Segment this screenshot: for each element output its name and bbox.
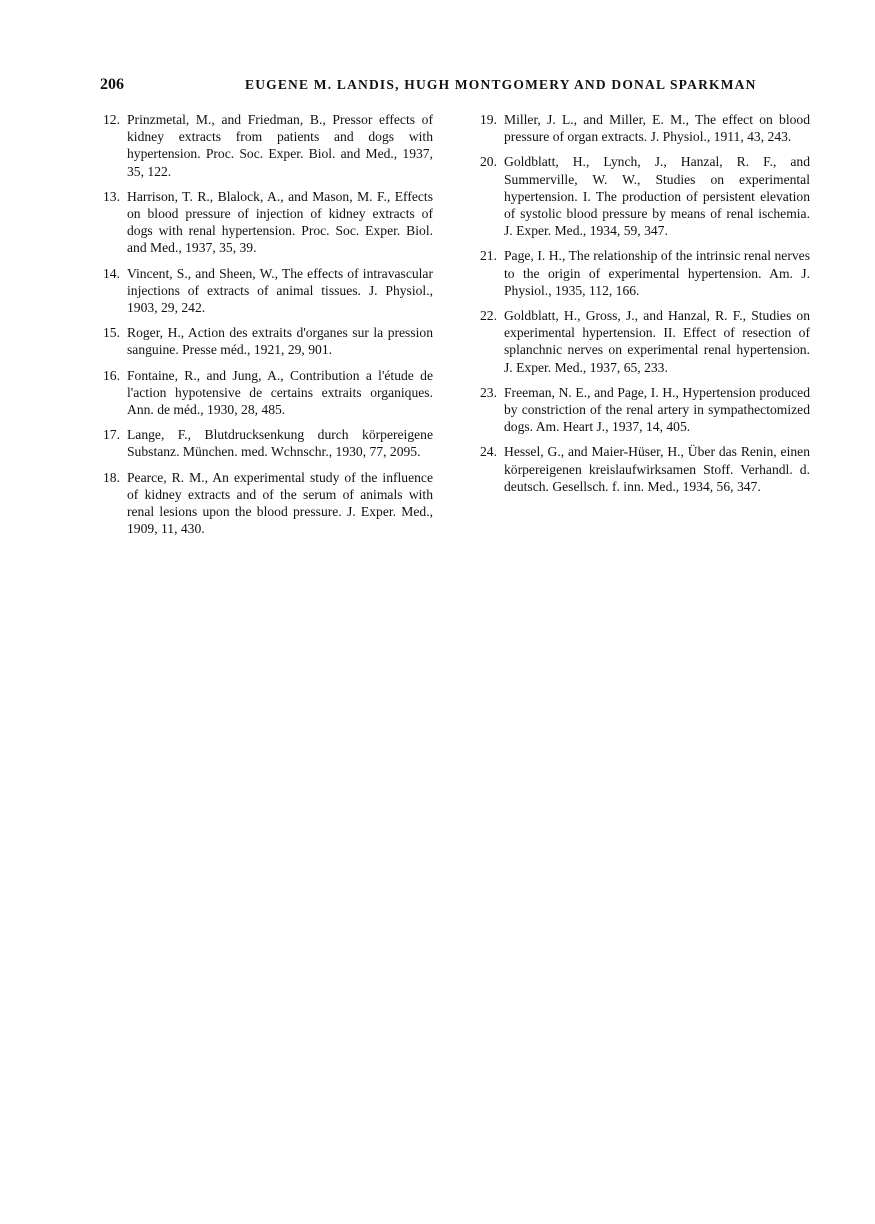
reference-number: 13. (103, 188, 120, 204)
reference-text: Lange, F., Blutdrucksenkung durch körpereigene Substanz. München. med. Wchnschr., 1930, 77, 2095. (127, 427, 433, 460)
reference-item (103, 188, 433, 257)
reference-item (480, 153, 810, 239)
reference-item (103, 111, 433, 180)
reference-number: 23. (480, 384, 497, 400)
reference-item (480, 247, 810, 299)
reference-text: Hessel, G., and Maier-Hüser, H., Über das Renin, einen körpereigenen kreislaufwirksamen Stoff. Verhandl. d. deutsch. Gesellsch. f. inn. Med., 1934, 56, 347. (504, 444, 810, 494)
reference-item (103, 265, 433, 317)
reference-item (480, 307, 810, 376)
reference-number: 22. (480, 308, 497, 324)
reference-item (103, 367, 433, 419)
reference-text: Fontaine, R., and Jung, A., Contribution a l'étude de l'action hypotensive de certains extraits organiques. Ann. de méd., 1930, 28, 485. (127, 367, 433, 418)
references-right-column (480, 111, 810, 503)
reference-number: 21. (480, 248, 497, 264)
reference-number: 24. (480, 444, 497, 460)
reference-text: Vincent, S., and Sheen, W., The effects of intravascular injections of extracts of animal tissues. J. Physiol., 1903, 29, 242. (127, 265, 433, 316)
reference-text: Goldblatt, H., Lynch, J., Hanzal, R. F., and Summerville, W. W., Studies on experimental hypertension. I. The production of persistent elevation of systolic blood pressure by means of renal ischemia. J. Exper. Med., 1934, 59, 347. (504, 154, 810, 239)
reference-number: 12. (103, 112, 120, 127)
reference-text: Pearce, R. M., An experimental study of the influence of kidney extracts and of the serum of animals with renal lesions upon the blood pressure. J. Exper. Med., 1909, 11, 430. (127, 469, 433, 537)
reference-text: Goldblatt, H., Gross, J., and Hanzal, R. F., Studies on experimental hypertension. II. Effect of resection of splanchnic nerves on experimental renal hypertension. J. Exper. Med., 1937, 65, 233. (504, 308, 810, 375)
reference-text: Prinzmetal, M., and Friedman, B., Pressor effects of kidney extracts from patients and dogs with hypertension. Proc. Soc. Exper. Biol. and Med., 1937, 35, 122. (127, 112, 433, 179)
reference-text: Roger, H., Action des extraits d'organes sur la pression sanguine. Presse méd., 1921, 29, 901. (127, 325, 433, 358)
reference-item (480, 111, 810, 145)
reference-number: 17. (103, 427, 120, 443)
reference-number: 18. (103, 469, 120, 485)
references-left-column (103, 111, 433, 545)
reference-text: Miller, J. L., and Miller, E. M., The effect on blood pressure of organ extracts. J. Physiol., 1911, 43, 243. (504, 112, 810, 145)
reference-item (480, 443, 810, 495)
reference-number: 15. (103, 325, 120, 341)
reference-item (103, 324, 433, 358)
reference-text: Harrison, T. R., Blalock, A., and Mason, M. F., Effects on blood pressure of injection of kidney extracts of dogs with renal hypertension. Proc. Soc. Exper. Biol. and Med., 1937, 35, 39. (127, 188, 433, 256)
reference-number: 14. (103, 265, 120, 281)
reference-text: Page, I. H., The relationship of the intrinsic renal nerves to the origin of experimental hypertension. Am. J. Physiol., 1935, 112, 166. (504, 248, 810, 298)
reference-item (103, 426, 433, 460)
reference-text: Freeman, N. E., and Page, I. H., Hypertension produced by constriction of the renal artery in sympathectomized dogs. Am. Heart J., 1937, 14, 405. (504, 384, 810, 435)
running-head: EUGENE M. LANDIS, HUGH MONTGOMERY AND DONAL SPARKMAN (245, 77, 757, 92)
reference-number: 20. (480, 154, 497, 170)
page-header (100, 76, 800, 98)
page-number: 206 (100, 76, 124, 93)
reference-item (480, 384, 810, 436)
reference-item (103, 469, 433, 538)
reference-number: 16. (103, 367, 120, 383)
reference-number: 19. (480, 112, 497, 127)
